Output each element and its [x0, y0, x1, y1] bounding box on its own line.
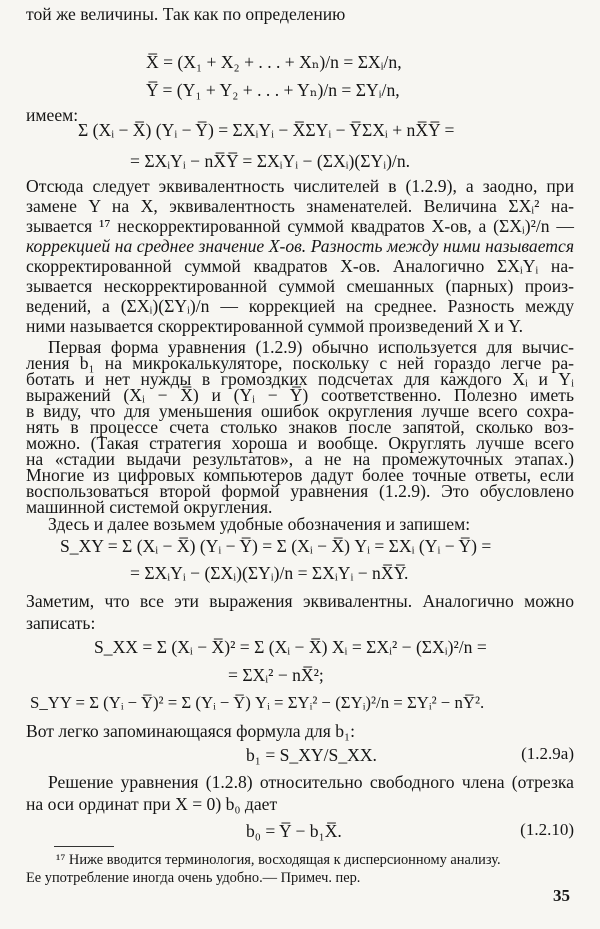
equation-syy: S_YY = Σ (Yᵢ − Y̅)² = Σ (Yᵢ − Y̅) Yᵢ = ΣYᵢ² − (ΣYᵢ)²/n = ΣYᵢ² − nY̅². [30, 693, 485, 712]
text-line: имеем: [26, 105, 79, 125]
text-line: Вот легко запоминающаяся формула для b₁: [26, 721, 356, 741]
equation-number: (1.2.10) [520, 820, 574, 839]
footnote-line: Ее употребление иногда очень удобно.— Примеч. пер. [26, 870, 361, 886]
text-line: зывается ¹⁷ нескорректированной суммой квадратов X-ов, а (ΣXᵢ)²/n — [26, 216, 574, 236]
page-number: 35 [553, 886, 570, 905]
text-line: Отсюда следует эквивалентность числителей в (1.2.9), а заодно, при [26, 176, 574, 196]
footnote-line: ¹⁷ Ниже вводится терминология, восходящая к дисперсионному анализу. [56, 852, 501, 868]
text-line: коррекцией на среднее значение X-ов. Разность между ними называется [26, 236, 574, 256]
text-line: Многие из цифровых компьютеров дадут более точные ответы, если [26, 465, 574, 485]
text-line: записать: [26, 613, 96, 633]
text-line: воспользоваться второй формой уравнения (1.2.9). Это обусловлено [26, 481, 574, 501]
text-line: замене Y на X, эквивалентность знаменателей. Величина ΣXᵢ² на- [26, 196, 574, 216]
text-line: нять в процессе счета столько знаков после запятой, сколько воз- [26, 417, 574, 437]
text-line: той же величины. Так как по определению [26, 4, 346, 24]
text-line: в виду, что для уменьшения ошибок округления лучше всего сохра- [26, 401, 574, 421]
footnote-rule [54, 846, 114, 847]
text-line: Заметим, что все эти выражения эквивалентны. Аналогично можно [26, 591, 574, 611]
equation-mean-x: X̅ = (X₁ + X₂ + . . . + Xₙ)/n = ΣXᵢ/n, [146, 52, 402, 72]
equation-sxy-cont: = ΣXᵢYᵢ − (ΣXᵢ)(ΣYᵢ)/n = ΣXᵢYᵢ − nX̅Y̅. [130, 563, 409, 583]
text-line: выражений (Xᵢ − X̅) и (Yᵢ − Y̅) соответственно. Полезно иметь [26, 385, 574, 405]
text-line: Решение уравнения (1.2.8) относительно свободного члена (отрезка [48, 772, 574, 792]
equation-sxy: S_XY = Σ (Xᵢ − X̅) (Yᵢ − Y̅) = Σ (Xᵢ − X̅) Yᵢ = ΣXᵢ (Yᵢ − Y̅) = [60, 536, 492, 556]
text-line: можно. (Такая стратегия хороша и вообще. Округлять лучше всего [26, 433, 574, 453]
text-line: на «стадии выдачи результатов», а не на промежуточных этапах.) [26, 449, 574, 469]
equation-mean-y: Y̅ = (Y₁ + Y₂ + . . . + Yₙ)/n = ΣYᵢ/n, [146, 80, 400, 100]
text-line: ними называется скорректированной суммой произведений X и Y. [26, 316, 524, 336]
text-line: на оси ординат при X = 0) b₀ дает [26, 794, 278, 814]
equation-sxx: S_XX = Σ (Xᵢ − X̅)² = Σ (Xᵢ − X̅) Xᵢ = ΣXᵢ² − (ΣXᵢ)²/n = [94, 637, 487, 657]
text-line: ботать и нет нужды в громоздких подсчетах для каждого Xᵢ и Yᵢ [26, 369, 574, 389]
equation-cross-sum-cont: = ΣXᵢYᵢ − nX̅Y̅ = ΣXᵢYᵢ − (ΣXᵢ)(ΣYᵢ)/n. [130, 151, 411, 171]
equation-b1: b₁ = S_XY/S_XX. [246, 745, 377, 765]
text-line: Первая форма уравнения (1.2.9) обычно используется для вычис- [48, 337, 574, 357]
text-line: ления b₁ на микрокалькуляторе, поскольку с ней гораздо легче ра- [26, 353, 574, 373]
equation-sxx-cont: = ΣXᵢ² − nX̅²; [228, 665, 324, 685]
equation-number: (1.2.9a) [521, 744, 574, 763]
text-line: Здесь и далее возьмем удобные обозначения и запишем: [48, 514, 471, 534]
text-line: машинной системой округления. [26, 497, 273, 517]
text-line: ведений, а (ΣXᵢ)(ΣYᵢ)/n — коррекцией на среднее. Разность между [26, 296, 574, 316]
equation-cross-sum: Σ (Xᵢ − X̅) (Yᵢ − Y̅) = ΣXᵢYᵢ − X̅ΣYᵢ − Y̅ΣXᵢ + nX̅Y̅ = [78, 120, 455, 140]
text-line: скорректированной суммой квадратов X-ов. Аналогично ΣXᵢYᵢ на- [26, 256, 574, 276]
equation-b0: b₀ = Y̅ − b₁X̅. [246, 821, 342, 841]
text-line: зывается нескорректированной суммой смешанных (парных) произ- [26, 276, 574, 296]
